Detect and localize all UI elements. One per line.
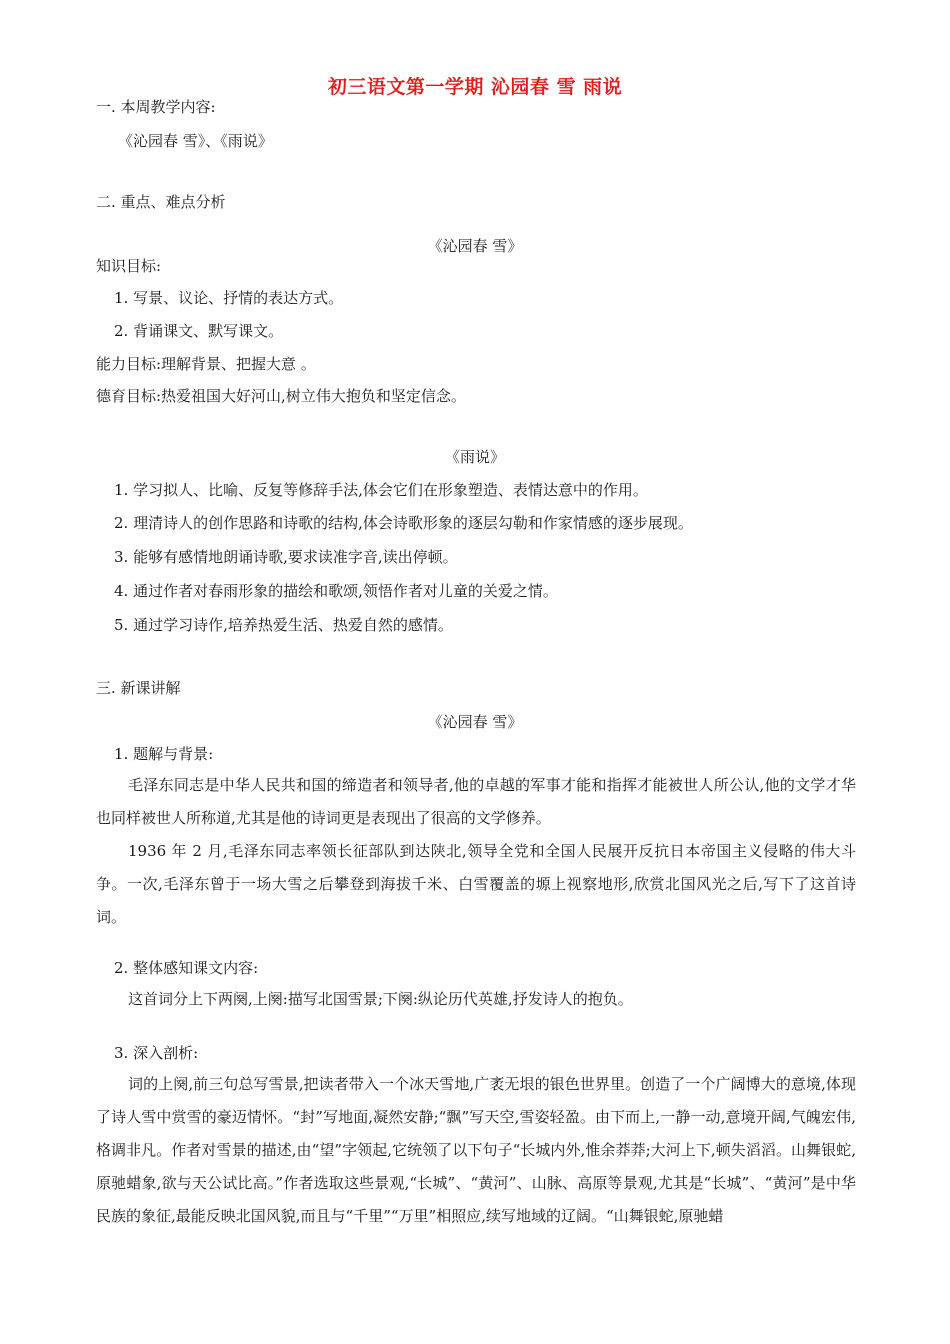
section3-sub-title: 《沁园春 雪》 (427, 713, 523, 731)
part3-body (96, 1068, 856, 1233)
document-title: 初三语文第一学期 沁园春 雪 雨说 (327, 76, 623, 98)
section2-sub2-title: 《雨说》 (444, 448, 505, 466)
part2-paragraph-1: 这首词分上下两阕,上阕:描写北国雪景;下阕:纵论历代英雄,抒发诗人的抱负。 (128, 990, 633, 1008)
rain-item-5: 5. 通过学习诗作,培养热爱生活、热爱自然的感情。 (114, 616, 453, 634)
ability-goal: 能力目标:理解背景、把握大意 。 (96, 355, 316, 373)
knowledge-label: 知识目标: (96, 257, 162, 275)
section2-heading: 二. 重点、难点分析 (96, 193, 226, 211)
section1-content: 《沁园春 雪》、《雨说》 (118, 132, 273, 150)
part1-heading: 1. 题解与背景: (114, 745, 214, 763)
part3-paragraph-1: 词的上阕,前三句总写雪景,把读者带入一个冰天雪地,广袤无垠的银色世界里。创造了一个广阔博大的意境,体现了诗人雪中赏雪的豪迈情怀。“封”写地面,凝然安静;“飘”写天空,雪姿轻盈。由下而上,一静一动,意境开阔,气魄宏伟,格调非凡。作者对雪景的描述,由“望”字领起,它统领了以下句子“长城内外,惟余莽莽;大河上下,顿失滔滔。山舞银蛇,原驰蜡象,欲与天公试比高。”作者选取这些景观,“长城”、“黄河”、山脉、高原等景观,尤其是“长城”、“黄河”是中华民族的象征,最能反映北国风貌,而且与“千里”“万里”相照应,续写地域的辽阔。“山舞银蛇,原驰蜡 (96, 1075, 856, 1225)
section1-heading: 一. 本周教学内容: (96, 98, 216, 116)
section2-sub1-title: 《沁园春 雪》 (427, 237, 523, 255)
rain-item-3: 3. 能够有感情地朗诵诗歌,要求读准字音,读出停顿。 (114, 548, 458, 566)
part2-heading: 2. 整体感知课文内容: (114, 959, 259, 977)
part2-body (96, 983, 856, 1016)
part1-paragraph-1: 毛泽东同志是中华人民共和国的缔造者和领导者,他的卓越的军事才能和指挥才能被世人所公认,他的文学才华也同样被世人所称道,尤其是他的诗词更是表现出了很高的文学修养。 (96, 776, 856, 827)
knowledge-item-1: 1. 写景、议论、抒情的表达方式。 (114, 289, 344, 307)
rain-item-4: 4. 通过作者对春雨形象的描绘和歌颂,领悟作者对儿童的关爱之情。 (114, 582, 558, 600)
rain-item-1: 1. 学习拟人、比喻、反复等修辞手法,体会它们在形象塑造、表情达意中的作用。 (114, 481, 648, 499)
part1-body (96, 769, 856, 934)
part1-paragraph-2: 1936 年 2 月,毛泽东同志率领长征部队到达陕北,领导全党和全国人民展开反抗日本帝国主义侵略的伟大斗争。一次,毛泽东曾于一场大雪之后攀登到海拔千米、白雪覆盖的塬上视察地形,欣赏北国风光之后,写下了这首诗词。 (96, 842, 856, 926)
moral-goal: 德育目标:热爱祖国大好河山,树立伟大抱负和坚定信念。 (96, 387, 466, 405)
knowledge-item-2: 2. 背诵课文、默写课文。 (114, 322, 284, 340)
rain-item-2: 2. 理清诗人的创作思路和诗歌的结构,体会诗歌形象的逐层勾勒和作家情感的逐步展现。 (114, 514, 693, 532)
part3-heading: 3. 深入剖析: (114, 1044, 199, 1062)
section3-heading: 三. 新课讲解 (96, 679, 181, 697)
